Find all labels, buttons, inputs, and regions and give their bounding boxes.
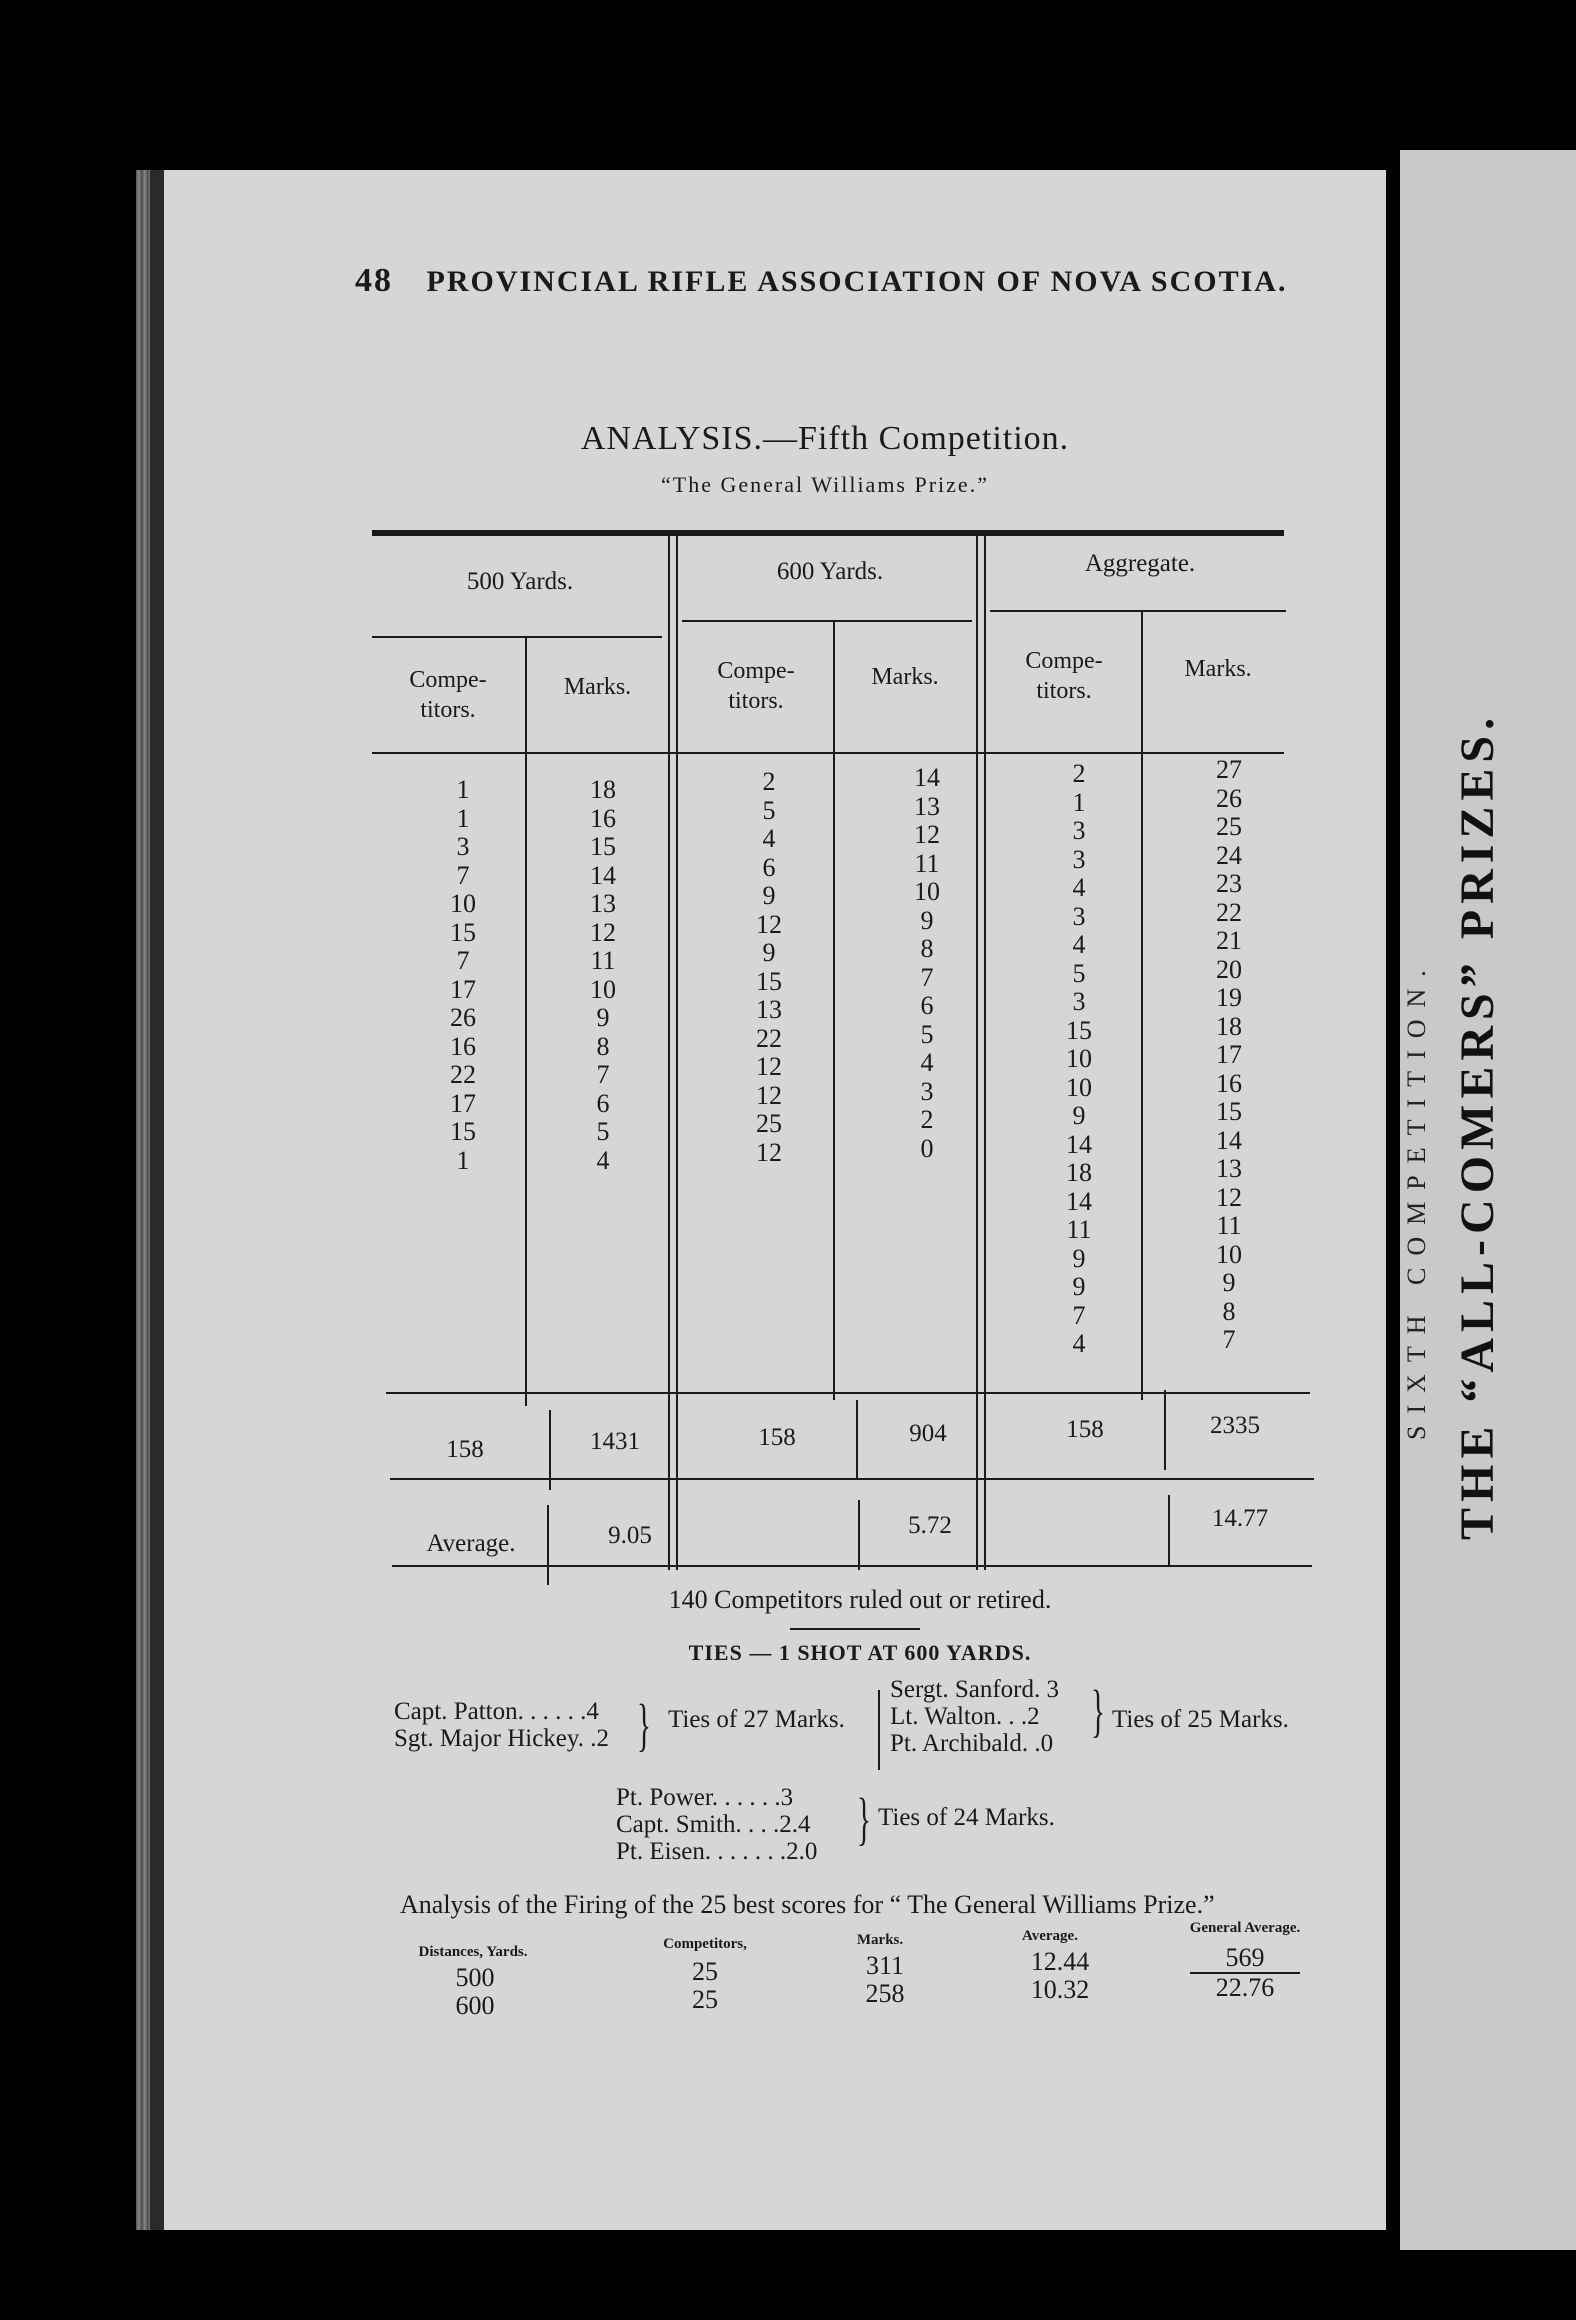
header-distances: Distances, Yards. (418, 1944, 528, 1960)
column-600-competitors (714, 768, 824, 1167)
table-cell: 10 (590, 974, 616, 1004)
running-title: PROVINCIAL RIFLE ASSOCIATION OF NOVA SCOTIA. (426, 265, 1288, 298)
table-cell: 16 (590, 803, 616, 833)
tie-group-24-names (616, 1784, 817, 1865)
table-cell: 10 (914, 877, 940, 906)
table-cell: 16 (450, 1031, 476, 1061)
tie-group-27-label: Ties of 27 Marks. (668, 1706, 845, 1733)
separator-500-inner (525, 636, 527, 1406)
table-cell: 13 (590, 889, 616, 918)
subheader-agg-marks: Marks. (1184, 656, 1252, 682)
brace-icon: } (856, 1786, 871, 1851)
tie-group-25-names (890, 1676, 1059, 1757)
competitors-label: Compe- titors. (1025, 648, 1103, 704)
tie-entry: Sgt. Major Hickey. .2 (394, 1725, 610, 1752)
table-cell: 19 (1216, 983, 1242, 1012)
table-cell: 11 (1066, 1215, 1092, 1244)
table-cell: 12 (914, 820, 940, 849)
column-agg-competitors (1024, 760, 1134, 1359)
table-cell: 9 (1222, 1268, 1236, 1297)
average-agg: 14.77 (1211, 1505, 1269, 1532)
average-500: 9.05 (608, 1522, 652, 1549)
subheader-600-competitors (686, 656, 826, 716)
table-cell: 5 (762, 795, 776, 825)
ruled-out-note: 140 Competitors ruled out or retired. (668, 1585, 1052, 1614)
table-cell: 6 (762, 852, 776, 882)
table-cell: 23 (1216, 869, 1242, 898)
subheader-rule (372, 752, 1284, 754)
table-cell: 15 (1066, 1015, 1092, 1045)
brace-icon: } (636, 1692, 651, 1757)
table-cell: 13 (914, 791, 940, 821)
table-cell: 27 (1216, 755, 1242, 784)
analysis-cell: 10.32 (1030, 1975, 1090, 2004)
table-cell: 12 (756, 1080, 782, 1110)
table-cell: 2 (1072, 759, 1086, 788)
average-600: 5.72 (908, 1512, 952, 1539)
table-cell: 17 (450, 1088, 476, 1118)
table-cell: 15 (450, 917, 476, 947)
table-cell: 5 (596, 1117, 610, 1146)
separator-agg-total (1164, 1390, 1166, 1470)
table-cell: 8 (596, 1031, 610, 1061)
table-cell: 3 (1072, 844, 1086, 874)
tie-entry: Lt. Walton. . .2 (890, 1703, 1040, 1730)
table-cell: 22 (1216, 897, 1242, 927)
table-cell: 7 (920, 962, 934, 992)
total-500-marks: 1431 (590, 1428, 640, 1455)
table-cell: 9 (1072, 1243, 1086, 1273)
table-cell: 16 (1216, 1068, 1242, 1098)
section-header-600: 600 Yards. (776, 558, 884, 585)
header-general-average: General Average. (1189, 1920, 1301, 1936)
tie-entry: Pt. Eisen. . . . . . .2.0 (616, 1838, 818, 1865)
table-cell: 9 (762, 938, 776, 967)
page-title: ANALYSIS.—Fifth Competition. (580, 420, 1070, 457)
table-cell: 1 (456, 1145, 470, 1175)
general-average-value: 22.76 (1215, 1973, 1275, 2002)
table-cell: 15 (1216, 1097, 1242, 1126)
table-bottom-rule (392, 1565, 1312, 1567)
page-number: 48 (355, 262, 393, 299)
table-cell: 18 (590, 775, 616, 804)
table-cell: 18 (1216, 1011, 1242, 1041)
facing-page-title: THE “ALL-COMERS” PRIZES. (1451, 711, 1504, 1540)
table-cell: 22 (450, 1060, 476, 1089)
column-agg-marks (1174, 756, 1284, 1355)
separator-agg-inner (1141, 610, 1143, 1400)
header-marks: Marks. (856, 1932, 904, 1948)
table-cell: 11 (590, 946, 616, 975)
table-cell: 3 (1072, 816, 1086, 845)
general-average-total: 569 (1190, 1944, 1300, 1974)
section-rule-600 (682, 620, 972, 622)
page-subtitle: “The General Williams Prize.” (661, 472, 989, 497)
separator-600-inner (833, 620, 835, 1400)
table-cell: 10 (1066, 1072, 1092, 1102)
column-600-marks (872, 764, 982, 1163)
table-cell: 8 (920, 934, 934, 963)
table-cell: 8 (1222, 1296, 1236, 1326)
separator-600-agg-b (984, 530, 986, 1570)
table-cell: 5 (920, 1019, 934, 1049)
subheader-500-marks: Marks. (563, 674, 632, 700)
table-cell: 5 (1072, 958, 1086, 988)
table-cell: 3 (1072, 901, 1086, 931)
table-cell: 17 (1216, 1040, 1242, 1069)
analysis-cell: 25 (692, 1957, 718, 1986)
table-cell: 9 (920, 905, 934, 935)
table-cell: 14 (1066, 1129, 1092, 1159)
table-cell: 17 (450, 974, 476, 1004)
analysis-general-average (1190, 1944, 1300, 2002)
total-600-competitors: 158 (758, 1424, 796, 1451)
table-cell: 11 (1216, 1211, 1242, 1240)
analysis-marks (840, 1952, 930, 2008)
table-cell: 9 (1072, 1272, 1086, 1301)
subheader-500-competitors (378, 665, 518, 725)
brace-icon: } (1090, 1678, 1105, 1743)
separator-600-total (856, 1400, 858, 1480)
table-cell: 26 (450, 1003, 476, 1032)
table-cell: 14 (914, 763, 940, 792)
table-cell: 13 (1216, 1154, 1242, 1183)
ties-heading: TIES — 1 SHOT AT 600 YARDS. (688, 1640, 1032, 1665)
section-header-500: 500 Yards. (466, 568, 574, 595)
analysis-cell: 500 (455, 1963, 495, 1992)
tie-entry: Sergt. Sanford. 3 (890, 1676, 1059, 1703)
table-cell: 3 (1072, 987, 1086, 1016)
table-cell: 10 (450, 889, 476, 918)
table-cell: 12 (590, 917, 616, 947)
analysis-distances (430, 1964, 520, 2020)
table-cell: 7 (456, 946, 470, 975)
table-cell: 20 (1216, 954, 1242, 984)
subheader-600-marks: Marks. (871, 664, 939, 690)
total-agg-marks: 2335 (1210, 1412, 1260, 1439)
table-cell: 6 (920, 991, 934, 1020)
tie-entry: Capt. Smith. . . .2.4 (616, 1811, 811, 1838)
tie-entry: Pt. Power. . . . . .3 (616, 1784, 794, 1811)
table-cell: 14 (1066, 1186, 1092, 1216)
table-cell: 21 (1216, 926, 1242, 955)
table-cell: 3 (456, 832, 470, 861)
table-cell: 12 (1216, 1182, 1242, 1212)
tie-group-24-label: Ties of 24 Marks. (878, 1804, 1055, 1831)
table-cell: 4 (1072, 873, 1086, 902)
analysis-cell: 25 (692, 1985, 718, 2014)
separator-500-600-a (668, 530, 670, 1570)
table-cell: 15 (590, 832, 616, 861)
column-500-competitors (408, 776, 518, 1175)
analysis-cell: 311 (865, 1951, 905, 1980)
facing-page-subtitle: SIXTH COMPETITION. (1402, 958, 1431, 1440)
totals-bottom-rule (390, 1478, 1314, 1480)
analysis-cell: 258 (865, 1979, 905, 2008)
table-cell: 4 (596, 1145, 610, 1175)
table-cell: 4 (920, 1048, 934, 1077)
tie-entry: Capt. Patton. . . . . .4 (394, 1698, 599, 1725)
table-cell: 12 (756, 909, 782, 939)
table-cell: 26 (1216, 783, 1242, 813)
running-header (355, 262, 1288, 302)
table-cell: 7 (456, 860, 470, 890)
table-cell: 1 (456, 803, 470, 833)
section-header-aggregate: Aggregate. (1084, 550, 1196, 577)
table-cell: 4 (1072, 1329, 1086, 1358)
table-cell: 2 (920, 1105, 934, 1134)
table-cell: 2 (762, 767, 776, 796)
table-cell: 15 (450, 1117, 476, 1146)
table-top-rule (372, 530, 1284, 536)
table-cell: 9 (1072, 1101, 1086, 1130)
separator-600-avg (858, 1500, 860, 1570)
table-cell: 18 (1066, 1158, 1092, 1187)
competitors-label: Compe- titors. (409, 667, 487, 723)
ties-divider (878, 1690, 880, 1770)
table-cell: 25 (1216, 812, 1242, 841)
short-rule (790, 1628, 920, 1630)
average-label: Average. (426, 1530, 516, 1557)
header-competitors: Competitors, (663, 1936, 747, 1952)
table-cell: 10 (1216, 1239, 1242, 1269)
table-cell: 12 (756, 1137, 782, 1167)
analysis-cell: 600 (455, 1991, 495, 2020)
table-cell: 0 (920, 1133, 934, 1163)
tie-group-25-label: Ties of 25 Marks. (1112, 1706, 1289, 1733)
analysis-cell: 12.44 (1030, 1947, 1090, 1976)
analysis-heading: Analysis of the Firing of the 25 best scores for “ The General Williams Prize.” (400, 1890, 1215, 1919)
header-average: Average. (1022, 1928, 1078, 1944)
column-500-marks (548, 776, 658, 1175)
table-cell: 11 (914, 848, 940, 878)
table-cell: 4 (1072, 930, 1086, 959)
table-cell: 1 (456, 775, 470, 804)
tie-group-27-names (394, 1698, 609, 1752)
table-cell: 9 (596, 1003, 610, 1032)
table-cell: 9 (762, 881, 776, 910)
table-cell: 14 (590, 860, 616, 890)
separator-500-600-b (676, 530, 678, 1570)
table-cell: 7 (1072, 1300, 1086, 1330)
analysis-competitors (660, 1958, 750, 2014)
total-500-competitors: 158 (446, 1436, 484, 1463)
subheader-agg-competitors (994, 646, 1134, 706)
table-cell: 7 (1222, 1325, 1236, 1354)
separator-agg-avg (1168, 1495, 1170, 1565)
table-cell: 15 (756, 966, 782, 996)
table-cell: 10 (1066, 1044, 1092, 1073)
table-cell: 3 (920, 1076, 934, 1106)
section-rule-agg (990, 610, 1286, 612)
tie-entry: Pt. Archibald. .0 (890, 1730, 1054, 1757)
total-agg-competitors: 158 (1066, 1416, 1104, 1443)
section-rule-500 (372, 636, 662, 638)
table-cell: 1 (1072, 787, 1086, 817)
table-cell: 4 (762, 824, 776, 853)
table-cell: 13 (756, 995, 782, 1024)
table-cell: 24 (1216, 840, 1242, 870)
table-cell: 25 (756, 1109, 782, 1138)
analysis-average (1005, 1948, 1115, 2004)
table-cell: 22 (756, 1023, 782, 1053)
table-cell: 14 (1216, 1125, 1242, 1155)
table-cell: 6 (596, 1088, 610, 1118)
table-cell: 12 (756, 1052, 782, 1081)
table-cell: 7 (596, 1060, 610, 1089)
competitors-label: Compe- titors. (717, 658, 795, 714)
separator-500-avg (547, 1505, 549, 1585)
total-600-marks: 904 (909, 1420, 947, 1447)
